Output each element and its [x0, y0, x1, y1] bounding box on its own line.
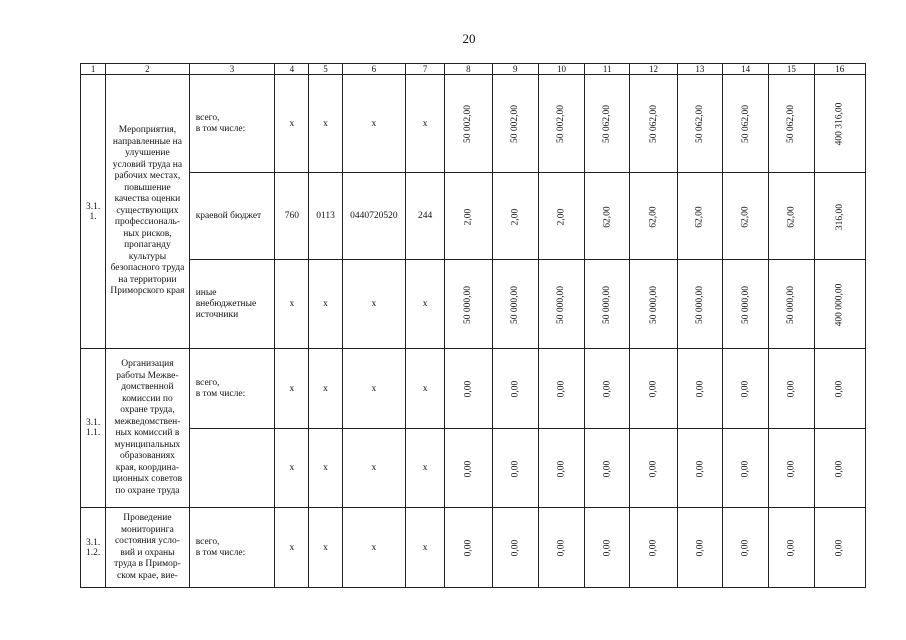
- col-header: 1: [81, 64, 106, 75]
- amount-value: 62,00: [740, 205, 751, 228]
- table-row: [81, 429, 866, 508]
- activity-name: Мероприятия, направленные на улучшение условий труда на рабочих местах, повышение качества оценки существующих профессиональ-ных рисков, пропаганду культуры безопасного труда на территории Приморского края: [106, 75, 190, 349]
- row-number: 3.1. 1.: [81, 75, 106, 349]
- amount-value: 50 002,00: [463, 105, 474, 143]
- amount-value: 0,00: [463, 539, 474, 557]
- amount-cell: [630, 173, 677, 260]
- amount-value: 50 002,00: [556, 105, 567, 143]
- funding-source: всего, в том числе:: [189, 349, 275, 429]
- amount-value: 50 000,00: [740, 285, 751, 324]
- amount-value: 0,00: [694, 460, 705, 477]
- amount-cell: [492, 75, 538, 173]
- col-header: 15: [769, 64, 814, 75]
- amount-cell: [769, 173, 814, 260]
- table-row: [81, 173, 866, 260]
- amount-value: 0,00: [786, 380, 797, 398]
- activity-name: Проведение мониторинга состояния усло-вий и охраны труда в Примор-ском крае, вие-: [106, 508, 190, 588]
- amount-cell: [722, 173, 768, 260]
- amount-cell: [814, 75, 865, 173]
- amount-cell: [814, 173, 865, 260]
- code-cell: x: [342, 75, 405, 173]
- amount-cell: [677, 75, 722, 173]
- header-row: [81, 64, 866, 75]
- code-cell: x: [406, 349, 445, 429]
- amount-cell: [538, 260, 584, 349]
- code-cell: x: [309, 349, 342, 429]
- amount-cell: [585, 349, 630, 429]
- amount-cell: [722, 508, 768, 588]
- amount-cell: [630, 75, 677, 173]
- amount-cell: [769, 75, 814, 173]
- amount-cell: [445, 260, 492, 349]
- amount-value: 316,00: [834, 203, 845, 230]
- amount-cell: [769, 429, 814, 508]
- amount-cell: [585, 75, 630, 173]
- funding-source: иные внебюджетные источники: [189, 260, 275, 349]
- col-header: 4: [275, 64, 309, 75]
- amount-cell: [769, 508, 814, 588]
- amount-cell: [538, 349, 584, 429]
- amount-value: 62,00: [602, 205, 613, 228]
- code-cell: x: [406, 508, 445, 588]
- table-row: [81, 260, 866, 349]
- code-cell: x: [309, 75, 342, 173]
- amount-value: 50 062,00: [786, 105, 797, 143]
- amount-cell: [445, 75, 492, 173]
- table-row: [81, 75, 866, 173]
- amount-cell: [585, 429, 630, 508]
- code-cell: x: [406, 260, 445, 349]
- amount-value: 50 062,00: [602, 105, 613, 143]
- amount-value: 0,00: [740, 460, 751, 477]
- amount-value: 2,00: [556, 208, 567, 225]
- col-header: 13: [677, 64, 722, 75]
- row-number: 3.1. 1.2.: [81, 508, 106, 588]
- code-cell: 0113: [309, 173, 342, 260]
- funding-source: всего, в том числе:: [189, 508, 275, 588]
- amount-value: 62,00: [694, 205, 705, 228]
- amount-value: 50 000,00: [694, 285, 705, 324]
- code-cell: x: [309, 260, 342, 349]
- amount-cell: [445, 173, 492, 260]
- amount-value: 0,00: [510, 539, 521, 557]
- budget-table: [80, 63, 866, 588]
- amount-value: 0,00: [740, 539, 751, 557]
- funding-source: [189, 429, 275, 508]
- page-number: 20: [462, 31, 476, 46]
- amount-cell: [722, 260, 768, 349]
- amount-value: 0,00: [834, 539, 845, 557]
- amount-cell: [630, 508, 677, 588]
- amount-value: 0,00: [694, 380, 705, 398]
- amount-cell: [630, 429, 677, 508]
- amount-cell: [585, 173, 630, 260]
- amount-value: 0,00: [786, 460, 797, 477]
- col-header: 12: [630, 64, 677, 75]
- amount-cell: [677, 429, 722, 508]
- amount-cell: [492, 260, 538, 349]
- amount-cell: [585, 508, 630, 588]
- col-header: 11: [585, 64, 630, 75]
- amount-value: 0,00: [834, 460, 845, 477]
- amount-value: 2,00: [463, 208, 474, 225]
- amount-value: 50 000,00: [602, 285, 613, 324]
- amount-cell: [492, 508, 538, 588]
- amount-cell: [722, 349, 768, 429]
- amount-cell: [769, 349, 814, 429]
- activity-name: Организация работы Межве-домственной комиссии по охране труда, межведомствен-ных комиссий в муниципальных образованиях края, координа-ционных советов по охране труда: [106, 349, 190, 508]
- amount-cell: [538, 429, 584, 508]
- amount-value: 0,00: [510, 380, 521, 398]
- amount-cell: [445, 349, 492, 429]
- amount-cell: [814, 349, 865, 429]
- amount-value: 0,00: [740, 380, 751, 398]
- amount-cell: [630, 349, 677, 429]
- amount-value: 400 316,00: [834, 102, 845, 146]
- table-row: [81, 508, 866, 588]
- amount-value: 50 000,00: [648, 285, 659, 324]
- code-cell: x: [342, 260, 405, 349]
- amount-value: 0,00: [786, 539, 797, 557]
- code-cell: x: [275, 349, 309, 429]
- amount-value: 2,00: [510, 208, 521, 225]
- amount-cell: [630, 260, 677, 349]
- code-cell: x: [342, 508, 405, 588]
- amount-value: 62,00: [786, 205, 797, 228]
- col-header: 6: [342, 64, 405, 75]
- amount-cell: [814, 260, 865, 349]
- amount-value: 50 000,00: [463, 285, 474, 324]
- amount-cell: [445, 508, 492, 588]
- amount-cell: [677, 508, 722, 588]
- row-number: 3.1. 1.1.: [81, 349, 106, 508]
- amount-value: 0,00: [556, 460, 567, 477]
- code-cell: 0440720520: [342, 173, 405, 260]
- amount-value: 0,00: [556, 380, 567, 398]
- amount-value: 0,00: [648, 539, 659, 557]
- amount-value: 0,00: [648, 460, 659, 477]
- table-row: [81, 349, 866, 429]
- funding-source: всего, в том числе:: [189, 75, 275, 173]
- amount-value: 0,00: [694, 539, 705, 557]
- amount-value: 50 062,00: [740, 105, 751, 143]
- col-header: 2: [106, 64, 190, 75]
- amount-cell: [445, 429, 492, 508]
- amount-cell: [722, 429, 768, 508]
- amount-cell: [538, 508, 584, 588]
- amount-cell: [814, 508, 865, 588]
- amount-value: 50 002,00: [510, 105, 521, 143]
- amount-value: 50 000,00: [556, 285, 567, 324]
- funding-source: краевой бюджет: [189, 173, 275, 260]
- amount-value: 62,00: [648, 205, 659, 228]
- amount-value: 50 062,00: [648, 105, 659, 143]
- code-cell: 244: [406, 173, 445, 260]
- amount-value: 0,00: [602, 539, 613, 557]
- amount-cell: [722, 75, 768, 173]
- amount-cell: [492, 429, 538, 508]
- amount-value: 0,00: [602, 460, 613, 477]
- col-header: 7: [406, 64, 445, 75]
- amount-value: 0,00: [834, 380, 845, 398]
- col-header: 9: [492, 64, 538, 75]
- amount-cell: [677, 349, 722, 429]
- col-header: 5: [309, 64, 342, 75]
- code-cell: 760: [275, 173, 309, 260]
- amount-cell: [538, 75, 584, 173]
- amount-value: 0,00: [463, 380, 474, 398]
- code-cell: x: [275, 508, 309, 588]
- amount-value: 0,00: [510, 460, 521, 477]
- amount-cell: [585, 260, 630, 349]
- amount-cell: [538, 173, 584, 260]
- amount-value: 0,00: [602, 380, 613, 398]
- col-header: 10: [538, 64, 584, 75]
- amount-cell: [814, 429, 865, 508]
- code-cell: x: [309, 429, 342, 508]
- code-cell: x: [275, 75, 309, 173]
- col-header: 8: [445, 64, 492, 75]
- amount-cell: [769, 260, 814, 349]
- code-cell: x: [342, 349, 405, 429]
- amount-value: 0,00: [463, 460, 474, 477]
- code-cell: x: [406, 75, 445, 173]
- amount-value: 400 000,00: [834, 283, 845, 326]
- code-cell: x: [342, 429, 405, 508]
- amount-cell: [677, 260, 722, 349]
- code-cell: x: [275, 260, 309, 349]
- amount-cell: [492, 173, 538, 260]
- code-cell: x: [309, 508, 342, 588]
- amount-value: 50 000,00: [510, 285, 521, 324]
- amount-value: 50 000,00: [786, 285, 797, 324]
- amount-value: 0,00: [556, 539, 567, 557]
- code-cell: x: [406, 429, 445, 508]
- amount-cell: [492, 349, 538, 429]
- amount-value: 0,00: [648, 380, 659, 398]
- code-cell: x: [275, 429, 309, 508]
- col-header: 3: [189, 64, 275, 75]
- amount-value: 50 062,00: [694, 105, 705, 143]
- col-header: 14: [722, 64, 768, 75]
- col-header: 16: [814, 64, 865, 75]
- amount-cell: [677, 173, 722, 260]
